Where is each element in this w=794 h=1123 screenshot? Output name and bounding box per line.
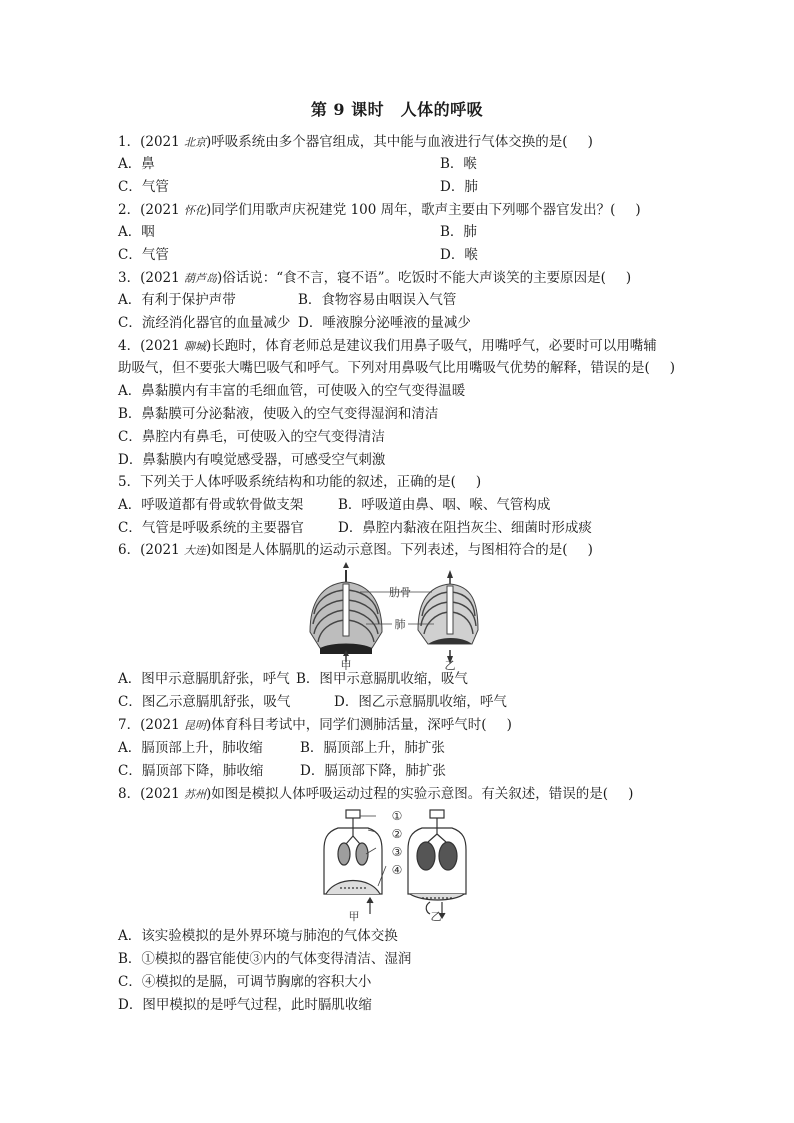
marker-2: ② [391,827,403,841]
question-8-option-c: C．④模拟的是膈，可调节胸廓的容积大小 [118,974,372,990]
bell-jar-left-illustration [324,810,382,914]
question-7-option-c: C．膈顶部下降，肺收缩 [118,763,264,779]
question-4-option-c: C．鼻腔内有鼻毛，可使吸入的空气变得清洁 [118,429,385,445]
bell-jar-right-illustration [408,810,466,918]
question-source: 大连 [184,544,207,557]
question-8-stem: 8．(2021 苏州)如图是模拟人体呼吸运动过程的实验示意图。有关叙述，错误的是( ) [118,786,634,802]
marker-1: ① [391,809,403,823]
question-3-stem: 3．(2021 葫芦岛)俗话说：“食不言，寝不语”。吃饭时不能大声谈笑的主要原因是( ) [118,270,632,286]
rib-cage-right-illustration [418,570,478,664]
question-6-option-c: C．图乙示意膈肌舒张，吸气 [118,694,291,710]
question-2-option-a: A．咽 [118,224,155,240]
question-4-option-d: D．鼻黏膜内有嗅觉感受器，可感受空气刺激 [118,452,386,468]
question-6-option-a: A．图甲示意膈肌舒张，呼气 [118,671,290,687]
question-2-stem: 2．(2021 怀化)同学们用歌声庆祝建党 100 周年，歌声主要由下列哪个器官发出？( ) [118,202,641,218]
question-7-option-d: D．膈顶部下降，肺扩张 [300,763,446,779]
question-6-option-d: D．图乙示意膈肌收缩，呼气 [334,694,507,710]
diaphragm-figure [300,562,480,670]
question-5-option-d: D．鼻腔内黏液在阻挡灰尘、细菌时形成痰 [338,520,592,536]
question-source: 北京 [184,136,207,149]
question-8-option-d: D．图甲模拟的是呼气过程，此时膈肌收缩 [118,997,372,1013]
question-source: 葫芦岛 [184,272,218,285]
question-2-option-d: D．喉 [440,247,478,263]
figure-lung-label: 肺 [394,618,406,631]
figure-rib-label: 肋骨 [389,586,411,599]
figure-left-label: 甲 [340,659,352,670]
rib-cage-left-illustration [310,562,382,662]
question-1-option-a: A．鼻 [118,156,155,172]
question-7-option-b: B．膈顶部上升，肺扩张 [300,740,445,756]
question-4-stem: 4．(2021 聊城)长跑时，体育老师总是建议我们用鼻子吸气，用嘴呼气，必要时可以用嘴辅 [118,338,657,354]
question-3-option-d: D．唾液腺分泌唾液的量减少 [298,315,471,331]
question-3-option-b: B．食物容易由咽误入气管 [298,292,457,308]
question-5-stem: 5．下列关于人体呼吸系统结构和功能的叙述，正确的是( ) [118,474,482,490]
question-1-stem: 1．(2021 北京)呼吸系统由多个器官组成，其中能与血液进行气体交换的是( ) [118,134,593,150]
figure-left-label: 甲 [348,910,360,923]
page-title: 第 9 课时 人体的呼吸 [310,100,484,119]
question-3-option-a: A．有利于保护声带 [118,292,236,308]
question-1-option-d: D．肺 [440,179,478,195]
question-5-option-a: A．呼吸道都有骨或软骨做支架 [118,497,304,513]
question-4-option-a: A．鼻黏膜内有丰富的毛细血管，可使吸入的空气变得温暖 [118,383,466,399]
question-source: 怀化 [184,204,207,217]
question-8-option-a: A．该实验模拟的是外界环境与肺泡的气体交换 [118,928,398,944]
question-6-stem: 6．(2021 大连)如图是人体膈肌的运动示意图。下列表述，与图相符合的是( ) [118,542,593,558]
question-source: 苏州 [184,788,207,801]
question-7-stem: 7．(2021 昆明)体育科目考试中，同学们测肺活量，深呼气时( ) [118,717,512,733]
question-1-option-b: B．喉 [440,156,477,172]
bell-jar-model-figure [318,806,478,924]
figure-right-label: 乙 [430,910,442,923]
question-source: 聊城 [184,340,207,353]
question-8-option-b: B．①模拟的器官能使③内的气体变得清洁、湿润 [118,951,412,967]
question-5-option-b: B．呼吸道由鼻、咽、喉、气管构成 [338,497,551,513]
question-5-option-c: C．气管是呼吸系统的主要器官 [118,520,304,536]
question-7-option-a: A．膈顶部上升，肺收缩 [118,740,263,756]
question-4-stem-continued: 助吸气，但不要张大嘴巴吸气和呼气。下列对用鼻吸气比用嘴吸气优势的解释，错误的是( ) [118,360,676,376]
question-1-option-c: C．气管 [118,179,169,195]
question-2-option-c: C．气管 [118,247,169,263]
question-6-option-b: B．图甲示意膈肌收缩，吸气 [296,671,468,687]
marker-3: ③ [391,845,403,859]
figure-right-label: 乙 [444,659,456,670]
marker-4: ④ [391,863,403,877]
question-2-option-b: B．肺 [440,224,477,240]
question-3-option-c: C．流经消化器官的血量减少 [118,315,291,331]
question-4-option-b: B．鼻黏膜可分泌黏液，使吸入的空气变得湿润和清洁 [118,406,439,422]
question-source: 昆明 [184,719,207,732]
